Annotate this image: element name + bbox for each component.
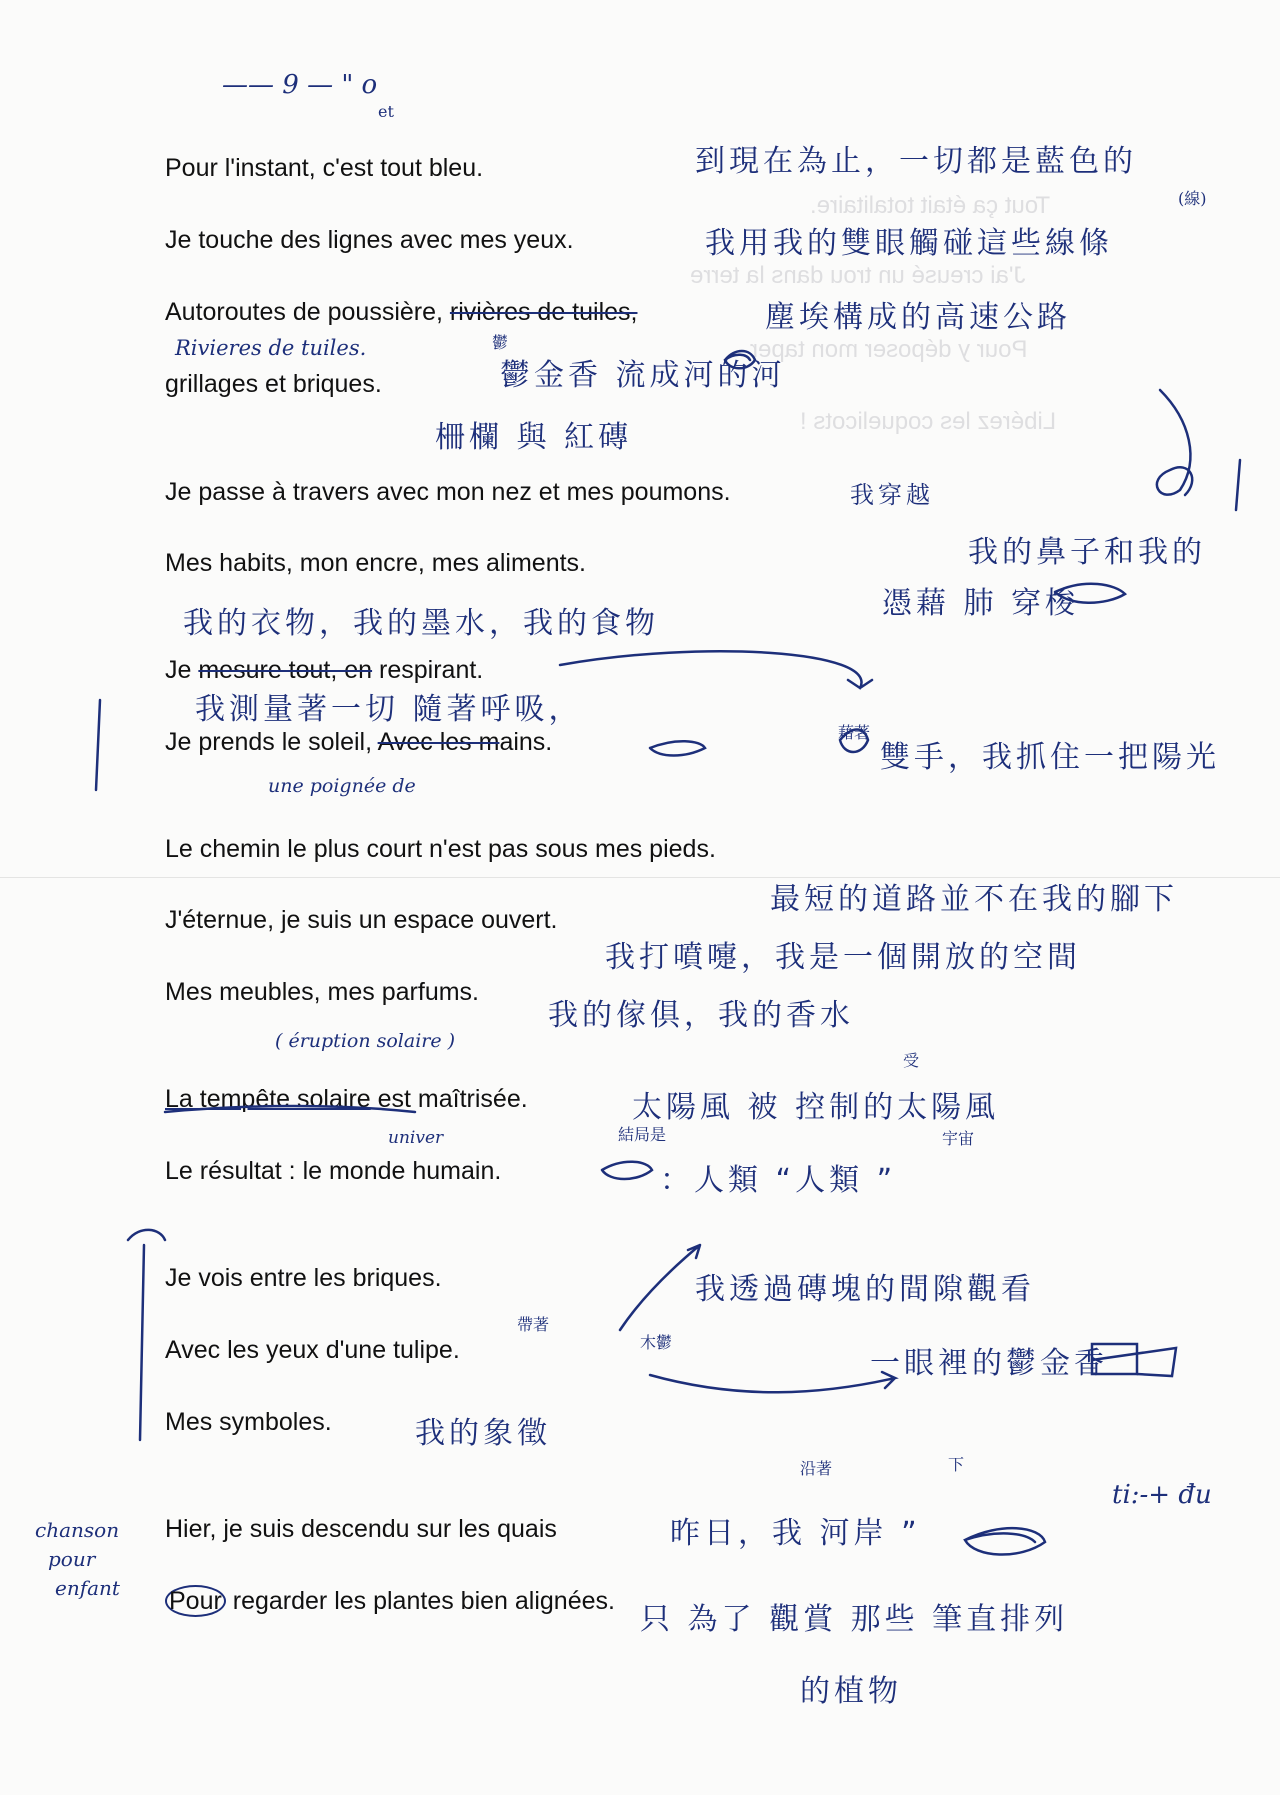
poem-line-8-struck: Avec les m <box>377 728 500 756</box>
hand-line-11: 我打噴嚏，我是一個開放的空間 <box>605 940 1081 975</box>
poem-line-7-struck: mesure tout, en <box>198 656 373 684</box>
poem-line-3 <box>165 298 637 327</box>
hand-line-17: 我的象徵 <box>415 1416 551 1451</box>
poem-line-12-end: est maîtrisée. <box>370 1085 528 1113</box>
hand-line-19: 只 為了 觀賞 那些 筆直排列 <box>640 1602 1069 1637</box>
poem-line-17: Hier, je suis descendu sur les quais <box>165 1515 557 1543</box>
hand-line-16-small: 帶著 <box>517 1315 550 1334</box>
hand-line-4-french: Rivieres de tuiles. <box>175 336 367 360</box>
bleed-line-4: Libérez les coquelicots ! <box>800 408 1057 435</box>
hand-line-13-french: ( éruption solaire ) <box>275 1030 456 1052</box>
hand-line-9-small: 藉著 <box>838 723 871 742</box>
pen-nose-doodle <box>1157 390 1192 495</box>
hand-line-14-small-1: 結局是 <box>618 1125 667 1144</box>
hand-line-20: 的植物 <box>800 1674 902 1709</box>
pen-scribble-5 <box>965 1528 1045 1554</box>
pen-arrow-2 <box>620 1245 700 1330</box>
hand-line-16: 一眼裡的鬱金香 <box>870 1346 1108 1381</box>
hand-line-10: 最短的道路並不在我的腳下 <box>770 882 1178 917</box>
hand-line-13-small: 受 <box>903 1051 920 1070</box>
hand-line-14-french: univer <box>388 1128 444 1148</box>
hand-line-2: 我用我的雙眼觸碰這些線條 <box>705 226 1113 261</box>
hand-line-9: 雙手，我抓住一把陽光 <box>880 740 1220 775</box>
poem-line-16: Mes symboles. <box>165 1408 332 1436</box>
hand-line-13: 太陽風 被 控制的太陽風 <box>632 1090 1000 1125</box>
hand-line-3: 塵埃構成的高速公路 <box>765 300 1071 335</box>
pen-arrow-1 <box>560 651 872 688</box>
pen-scribble-6 <box>602 1162 652 1179</box>
hand-line-18-small-1: 沿著 <box>800 1459 833 1478</box>
poem-line-10: J'éternue, je suis un espace ouvert. <box>165 906 558 934</box>
hand-line-18: 昨日，我 河岸 ” <box>670 1516 921 1551</box>
hand-line-4: 鬱金香 流成河的河 <box>500 358 786 393</box>
hand-top-et: et <box>378 102 394 121</box>
poem-line-18 <box>165 1587 615 1616</box>
poem-line-14: Je vois entre les briques. <box>165 1264 442 1292</box>
hand-line-14: ：人類 “人類 ” <box>660 1163 897 1198</box>
hand-line-18-right: ti:-+ đu <box>1112 1480 1212 1510</box>
hand-line-7: 我的衣物，我的墨水，我的食物 <box>183 606 659 641</box>
poem-line-2: Je touche des lignes avec mes yeux. <box>165 226 574 254</box>
hand-line-6-b: 我的鼻子和我的 <box>968 535 1206 570</box>
poem-line-7-text: Je <box>165 656 199 684</box>
hand-line-5: 柵欄 與 紅磚 <box>435 420 633 455</box>
poem-line-7-end: respirant. <box>372 656 484 684</box>
poem-line-1: Pour l'instant, c'est tout bleu. <box>165 154 484 182</box>
poem-line-7 <box>165 656 483 685</box>
poem-line-4: grillages et briques. <box>165 370 382 398</box>
poem-line-6: Mes habits, mon encre, mes aliments. <box>165 549 586 577</box>
hand-line-18-left-1: chanson <box>35 1518 120 1542</box>
hand-line-18-left-2: pour <box>48 1547 96 1571</box>
hand-line-12: 我的傢俱，我的香水 <box>548 998 854 1033</box>
hand-line-2-note: (線) <box>1178 189 1207 208</box>
poem-line-18-circled: Pour <box>165 1585 226 1617</box>
hand-line-1: 到現在為止，一切都是藍色的 <box>695 144 1137 179</box>
hand-line-14-small-2: 宇宙 <box>942 1129 975 1148</box>
hand-line-15: 我透過磚塊的間隙觀看 <box>695 1272 1035 1307</box>
poem-line-8-text: Je prends le soleil, <box>165 728 378 756</box>
hand-top-marks: —— 9 — " o <box>222 70 378 100</box>
hand-line-9-french: une poignée de <box>268 775 416 797</box>
poem-line-3-struck: rivières de tuiles, <box>449 298 638 326</box>
bleed-line-3: Pour y déposer mon taper <box>750 336 1028 363</box>
hand-line-18-small-2: 下 <box>948 1455 965 1474</box>
poem-line-13: Le résultat : le monde humain. <box>165 1157 502 1185</box>
pen-tick <box>1236 460 1240 510</box>
pen-bracket-1 <box>96 700 100 790</box>
bleed-line-2: J'ai creusé un trou dans la terre <box>690 262 1026 289</box>
poem-line-12-underlined: La tempête solaire <box>165 1085 371 1113</box>
poem-line-12 <box>165 1085 528 1114</box>
poem-line-15: Avec les yeux d'une tulipe. <box>165 1336 460 1364</box>
poem-line-11: Mes meubles, mes parfums. <box>165 978 479 1006</box>
poem-line-9: Le chemin le plus court n'est pas sous mes pieds. <box>165 835 716 863</box>
poem-line-8 <box>165 728 552 757</box>
hand-line-6-c: 憑藉 肺 穿梭 <box>882 586 1080 621</box>
hand-line-16-small-2: 木鬱 <box>640 1333 673 1352</box>
bleed-line-1: Tout ça était totalitaire. <box>810 192 1051 219</box>
poem-line-8-end: ains. <box>499 728 553 756</box>
poem-line-3-text: Autoroutes de poussière, <box>165 298 450 326</box>
pen-bracket-2 <box>128 1230 165 1440</box>
pen-scribble-3 <box>650 741 705 755</box>
poem-line-5: Je passe à travers avec mon nez et mes poumons. <box>165 478 731 506</box>
poem-line-18-end: regarder les plantes bien alignées. <box>225 1587 615 1615</box>
hand-line-8: 我測量著一切 隨著呼吸， <box>195 692 583 727</box>
hand-line-18-left-3: enfant <box>55 1576 120 1600</box>
hand-line-6-a: 我穿越 <box>850 481 934 509</box>
pen-arrow-3 <box>650 1372 895 1392</box>
hand-line-4-small: 鬱 <box>492 333 509 352</box>
